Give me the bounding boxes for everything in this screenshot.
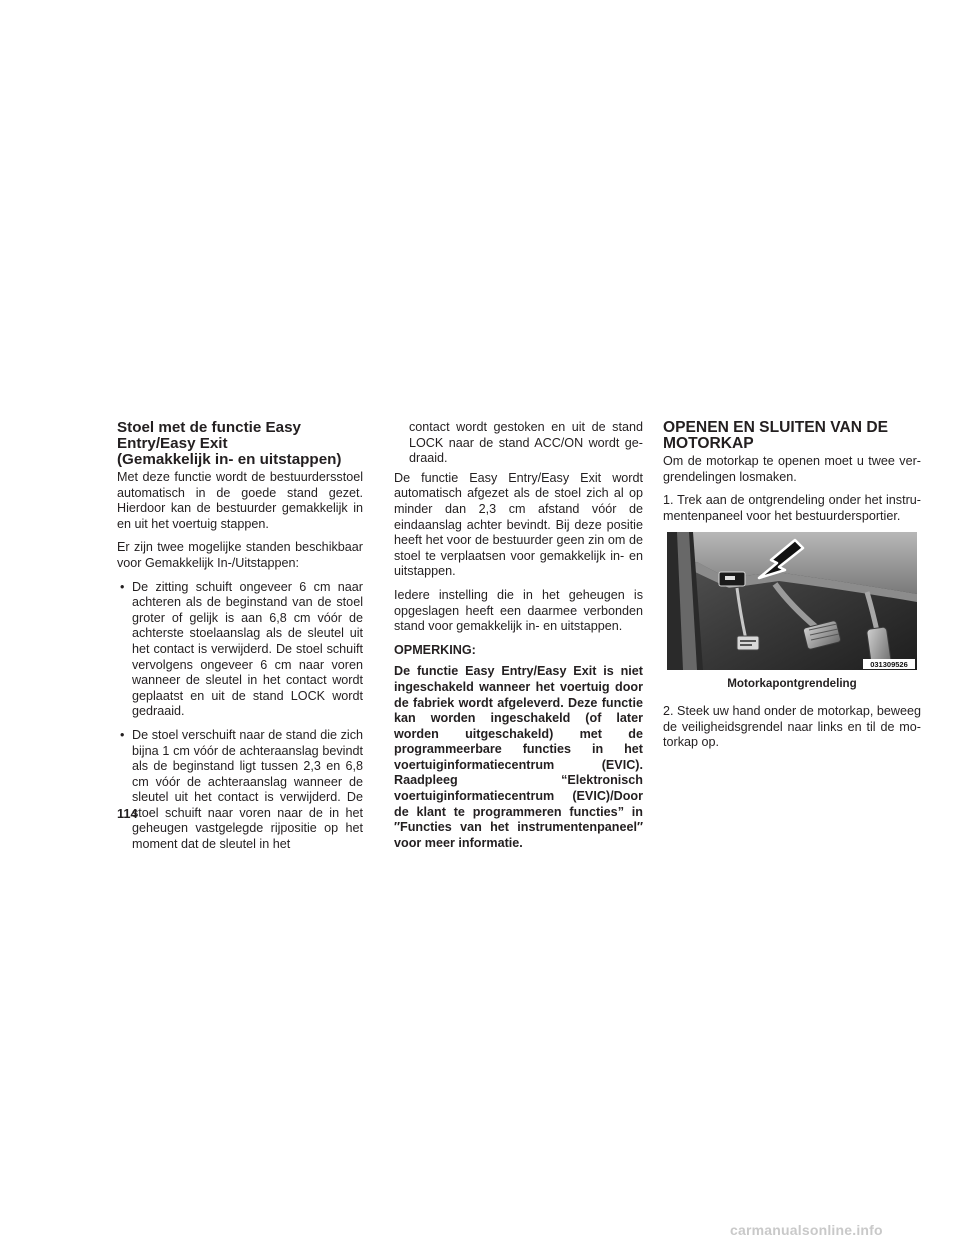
heading-line: Stoel met de functie Easy bbox=[117, 419, 301, 436]
paragraph: Er zijn twee mogelijke standen beschikbaar voor Gemakkelijk In-/Uitstappen: bbox=[117, 540, 363, 570]
bullet-item bbox=[117, 580, 363, 720]
bullet-text: De zitting schuift ongeveer 6 cm naar achteren als de beginstand van de stoel groter of gelijk is aan 6,8 cm vóór de achterste stoelaanslag als de sleutel uit het contact is verwijderd. De stoel schuift vervolgens ongeveer 6 cm naar voren wanneer de sleutel in het contact wordt geplaatst en uit de stand LOCK wordt gedraaid. bbox=[132, 579, 363, 719]
heading-line: (Gemakkelijk in- en uitstappen) bbox=[117, 451, 342, 468]
watermark: carmanualsonline.info bbox=[730, 1222, 883, 1238]
hood-release-figure bbox=[667, 532, 917, 670]
paragraph: Om de motorkap te openen moet u twee vergrendelingen losmaken. bbox=[663, 454, 921, 484]
hood-heading bbox=[663, 420, 921, 452]
figure-caption: Motorkapontgrendeling bbox=[727, 677, 857, 691]
figure-code: 031309526 bbox=[870, 660, 908, 670]
bullet-dot: • bbox=[120, 727, 125, 742]
easy-entry-heading bbox=[117, 420, 363, 468]
heading-line: OPENEN EN SLUITEN VAN DE bbox=[663, 419, 888, 436]
bullet-list bbox=[117, 580, 363, 853]
heading-line: Entry/Easy Exit bbox=[117, 435, 228, 452]
bullet-item bbox=[117, 728, 363, 853]
column-right bbox=[663, 420, 921, 759]
step-1: 1. Trek aan de ontgrendeling onder het instrumentenpaneel voor het bestuurdersportier. bbox=[663, 493, 921, 523]
heading-line: MOTORKAP bbox=[663, 435, 754, 452]
column-left bbox=[117, 420, 363, 861]
bullet-continuation: contact wordt gestoken en uit de stand LOCK naar de stand ACC/ON wordt gedraaid. bbox=[409, 420, 643, 466]
hood-release-photo bbox=[667, 532, 917, 670]
column-middle bbox=[394, 420, 643, 851]
step-2: 2. Steek uw hand onder de motorkap, beweeg de veiligheidsgrendel naar links en til de motorkap op. bbox=[663, 703, 921, 750]
paragraph: De functie Easy Entry/Easy Exit wordt automatisch afgezet als de stoel zich al op minder dan 2,3 cm afstand vóór de eindaanslag achter bevindt. Bij deze positie heeft het voor de bestuurder geen zin om de stoel te verplaatsen voor gemakkelijk in- en uitstappen. bbox=[394, 470, 643, 579]
bullet-dot: • bbox=[120, 579, 125, 594]
note-heading: OPMERKING: bbox=[394, 642, 476, 657]
note-text: De functie Easy Entry/Easy Exit is niet ingeschakeld wanneer het voertuig door de fabriek wordt afgeleverd. Deze functie kan worden ingeschakeld (of later worden uitgeschakeld) met de programmeerbare functies in het voertuiginformatiecentrum (EVIC). Raadpleeg “Elektronisch voertuiginformatiecentrum (EVIC)/Door de klant te programmeren functies” in ″Functies van het instrumentenpaneel″ voor meer informatie. bbox=[394, 664, 643, 850]
paragraph: Met deze functie wordt de bestuurdersstoel automatisch in de goede stand gezet. Hierdoor kan de bestuurder gemakkelijk in en uit het voertuig stappen. bbox=[117, 470, 363, 531]
paragraph: Iedere instelling die in het geheugen is opgeslagen heeft een daarmee verbonden stand voor gemakkelijk in- en uitstappen. bbox=[394, 587, 643, 634]
page-number: 114 bbox=[117, 806, 138, 821]
bullet-text: De stoel verschuift naar de stand die zich bijna 1 cm vóór de achteraanslag bevindt als de beginstand ligt tussen 2,3 en 6,8 cm vóór de achteraanslag wanneer de sleutel uit het contact is verwijderd. De stoel schuift naar voren naar de in het geheugen vastgelegde rijpositie op het moment dat de sleutel in het bbox=[132, 727, 363, 852]
